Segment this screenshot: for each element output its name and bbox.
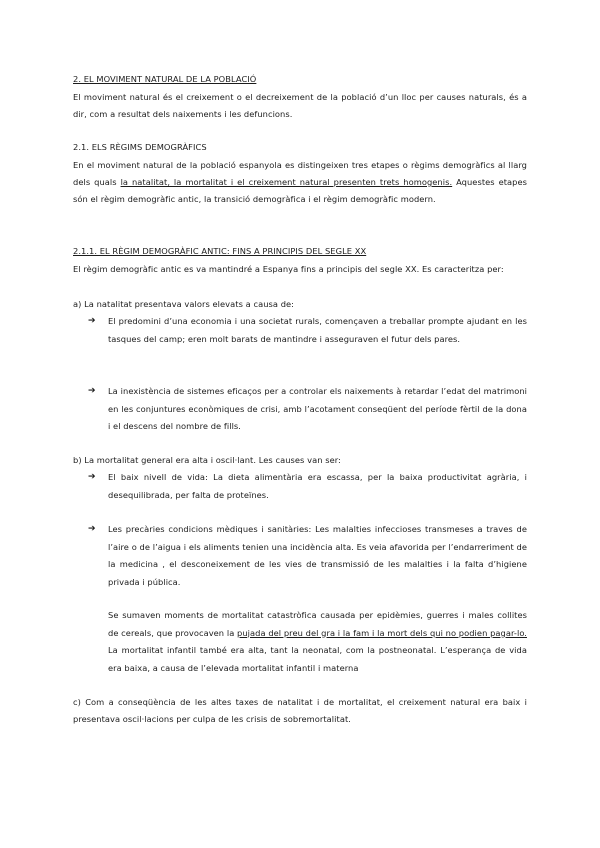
list-item-text: El baix nivell de vida: La dieta alimentària era escassa, per la baixa productivitat agrària, i desequilibrada, per falta de proteïnes. xyxy=(108,472,527,500)
section-2-paragraph: El moviment natural és el creixement o el decreixement de la població d’un lloc per causes naturals, és a dir, com a resultat dels naixements i les defuncions. xyxy=(73,92,527,119)
list-item-text: La inexistència de sistemes eficaços per a controlar els naixements à retardar l’edat del matrimoni en les conjuntures econòmiques de crisi, amb l’acotament conseqüent del període fèrtil de la dona i el descens del nombre de fills. xyxy=(108,386,527,431)
section-2-1-1-paragraph: El règim demogràfic antic es va mantindré a Espanya fins a principis del segle XX. Es caracteritza per: xyxy=(73,264,504,274)
arrow-bullet-icon: ➔ xyxy=(88,386,96,396)
mortalitat-label: b) La mortalitat general era alta i oscil·lant. Les causes van ser: xyxy=(73,455,341,465)
list-item-text: El predomini d’una economia i una societat rurals, començaven a treballar prompte ajudant en les tasques del camp; eren molt barats de mantindre i asseguraven el futur dels pares. xyxy=(108,316,527,344)
section-2-1-heading: 2.1. ELS RÈGIMS DEMOGRÀFICS xyxy=(73,142,207,152)
creixement-paragraph: c) Com a conseqüència de les altes taxes de natalitat i de mortalitat, el creixement natural era baix i presentava oscil·lacions per culpa de les crisis de sobremortalitat. xyxy=(73,697,527,724)
list-item xyxy=(88,383,527,436)
section-2-1-underlined-text: la natalitat, la mortalitat i el creixement natural presenten trets homogenis. xyxy=(120,177,453,187)
list-item-text: Les precàries condicions mèdiques i sanitàries: Les malalties infeccioses transmeses a traves de l’aire o de l’aigua i els aliments tenien una incidència alta. Es veia afavorida per l’endarreriment de la medicina , el desconeixement de les vies de transmissió de les malalties i la falta d’higiene privada i pública. xyxy=(108,524,527,587)
section-2-1-text-b: Aquestes etapes són el règim demogràfic antic, la transició demogràfica i el règim demogràfic modern. xyxy=(73,177,528,204)
section-2-1-paragraph xyxy=(73,157,527,208)
arrow-bullet-icon: ➔ xyxy=(88,524,96,534)
extra-text-b: La mortalitat infantil també era alta, tant la neonatal, com la postneonatal. L’esperança de vida era baixa, a causa de l’elevada mortalitat infantil i materna xyxy=(108,645,527,673)
extra-text-a: Se sumaven moments de mortalitat catastròfica causada per epidèmies, guerres i males collites de cereals, que provocaven la xyxy=(108,610,527,638)
section-2-heading: 2. EL MOVIMENT NATURAL DE LA POBLACIÓ xyxy=(73,74,257,84)
mortalitat-extra-paragraph xyxy=(108,607,527,677)
list-item xyxy=(88,521,527,591)
list-item xyxy=(88,313,527,348)
natalitat-label: a) La natalitat presentava valors elevats a causa de: xyxy=(73,299,295,309)
list-item xyxy=(88,469,527,504)
extra-underlined-text: pujada del preu del gra i la fam i la mort dels qui no podien pagar-lo. xyxy=(237,627,527,638)
arrow-bullet-icon: ➔ xyxy=(88,316,96,326)
arrow-bullet-icon: ➔ xyxy=(88,472,96,482)
section-2-1-text-a: En el moviment natural de la població espanyola es distingeixen tres etapes o règims demogràfics al llarg dels quals xyxy=(73,160,527,187)
section-2-1-1-heading: 2.1.1. EL RÈGIM DEMOGRÀFIC ANTIC: FINS A PRINCIPIS DEL SEGLE XX xyxy=(73,246,367,256)
